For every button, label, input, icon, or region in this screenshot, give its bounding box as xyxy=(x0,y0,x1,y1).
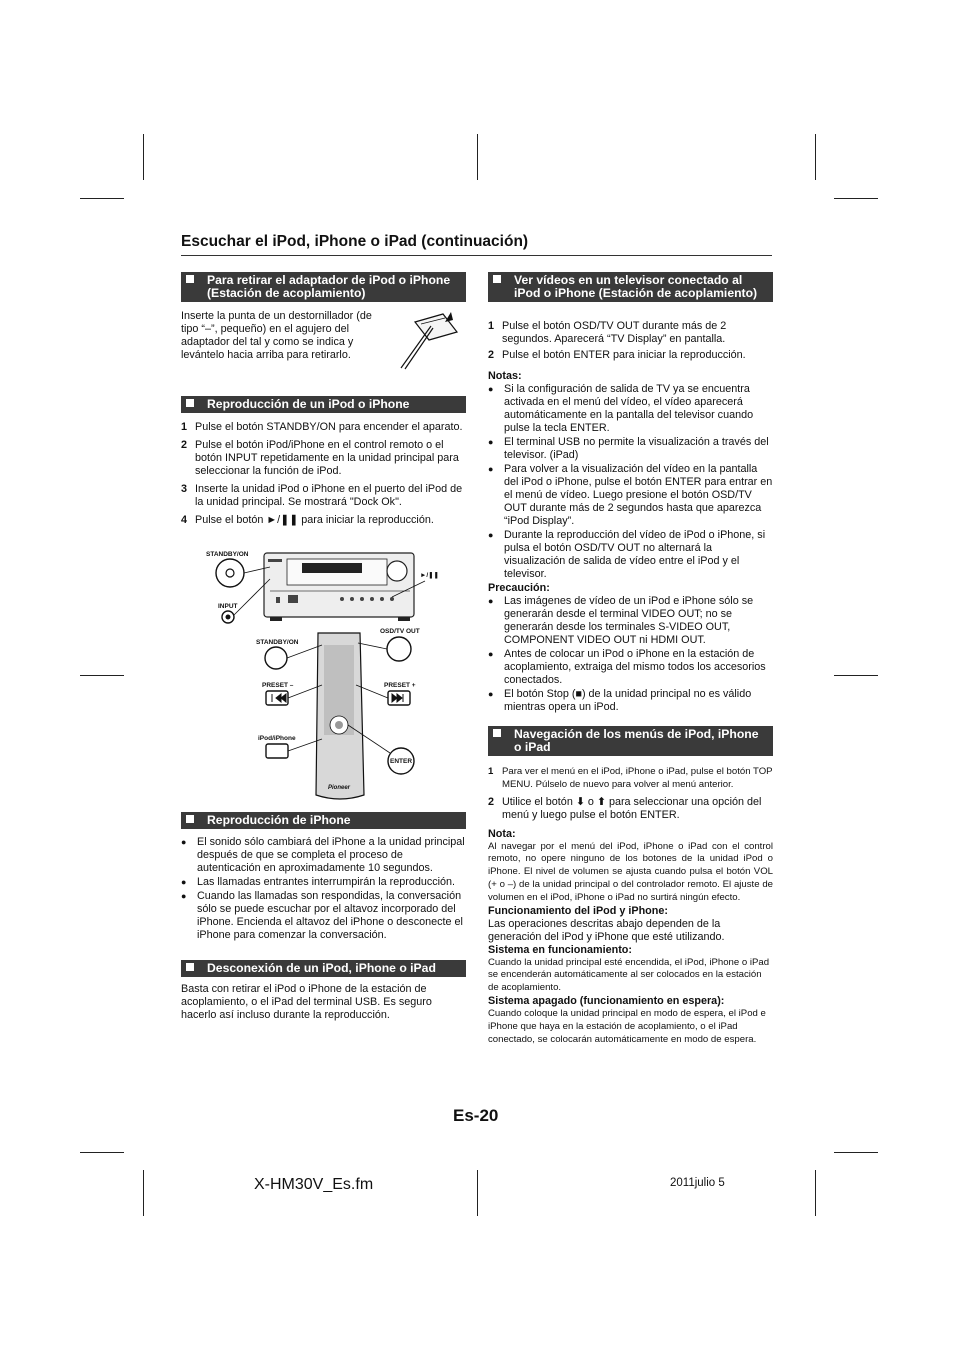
heading-line: Navegación de los menús de iPod, iPhone xyxy=(514,727,759,741)
list-item xyxy=(488,463,773,528)
bullet-text: Para volver a la visualización del vídeo en la pantalla del iPod o iPhone, pulse el botón ENTER para entrar en el menú de vídeo. Luego presione el botón OSD/TV OUT durante más de 2 segundos hasta que aparezca “iPod Display”. xyxy=(504,463,773,527)
crop-mark xyxy=(80,198,124,199)
bullet-text: Antes de colocar un iPod o iPhone en la estación de acoplamiento, extraiga del mismo todos los accesorios conectados. xyxy=(504,648,766,686)
step-number: 4 xyxy=(181,514,188,526)
text-line: levántelo hacia arriba para retirarlo. xyxy=(181,349,351,361)
square-bullet-icon xyxy=(186,815,194,823)
off-text: Cuando coloque la unidad principal en modo de espera, el iPod e iPhone que haya en la estación de acoplamiento, o el iPad conectado, se colocarán automáticamente en modo de espera. xyxy=(488,1007,766,1045)
bullet-text: El botón Stop (■) de la unidad principal no es válido mientras opera un iPod. xyxy=(504,688,752,713)
step-number: 1 xyxy=(181,421,188,433)
crop-mark xyxy=(834,675,878,676)
list-item xyxy=(488,648,773,687)
list-item xyxy=(488,529,773,581)
bullet-icon: ● xyxy=(488,596,494,606)
section-heading-iphone-playback xyxy=(181,812,466,829)
text-line: tipo “–”, pequeño) en el agujero del xyxy=(181,323,350,335)
func-label: Funcionamiento del iPod y iPhone: xyxy=(488,904,668,917)
crop-mark xyxy=(834,1152,878,1153)
left-column xyxy=(181,272,466,532)
osd-tv-out-label: OSD/TV OUT xyxy=(380,628,420,635)
square-bullet-icon xyxy=(493,275,501,283)
bullet-icon: ● xyxy=(488,530,494,540)
crop-mark xyxy=(80,675,124,676)
bullet-text: Las llamadas entrantes interrumpirán la reproducción. xyxy=(197,876,456,888)
bullet-text: Durante la reproducción del vídeo de iPod o iPhone, si pulsa el botón OSD/TV OUT no alternará la visualización de salida de vídeo entre el iPod y el televisor. xyxy=(504,529,766,580)
heading-line: Ver vídeos en un televisor conectado al xyxy=(514,273,743,287)
tv-video-steps xyxy=(488,320,773,362)
section-heading-ipod-playback xyxy=(181,396,466,413)
step-text: Inserte la unidad iPod o iPhone en el puerto del iPod de la unidad principal. Se mostrará "Dock Ok". xyxy=(195,483,463,508)
play-pause-label: ►/❚❚ xyxy=(420,572,440,579)
pioneer-logo: Pioneer xyxy=(328,785,351,791)
step-text: Pulse el botón ENTER para iniciar la reproducción. xyxy=(502,349,746,361)
step-number: 2 xyxy=(488,795,495,808)
iphone-playback-bullets xyxy=(181,836,466,942)
step-number: 1 xyxy=(488,320,495,332)
square-bullet-icon xyxy=(186,963,194,971)
notes-label: Notas: xyxy=(488,370,522,382)
step-text: Pulse el botón OSD/TV OUT durante más de 2 segundos. Aparecerá “TV Display” en pantalla. xyxy=(502,320,727,345)
on-text: Cuando la unidad principal esté encendida, el iPod, iPhone o iPad se encenderán automáticamente al ser colocados en la estación de acoplamiento. xyxy=(488,956,770,994)
crop-mark xyxy=(477,134,478,180)
step-number: 3 xyxy=(181,483,188,495)
bullet-icon: ● xyxy=(181,877,187,887)
nota-text: Al navegar por el menú del iPod, iPhone o iPad con el control remoto, no opere ninguno de los botones de la unidad iPod o iPhone. El nivel de volumen se ajusta cuando pulsa el botón VOL (+ o –) de la unidad principal o del controlador remoto. El ajuste de volumen en el iPod, iPhone o iPad no surtirá ningún efecto. xyxy=(488,840,773,903)
bullet-icon: ● xyxy=(488,384,494,394)
page-number: Es-20 xyxy=(453,1106,499,1125)
crop-mark xyxy=(143,1170,144,1216)
step-number: 2 xyxy=(488,349,495,361)
caution-label: Precaución: xyxy=(488,582,550,594)
crop-mark xyxy=(815,134,816,180)
step-text: Pulse el botón ►/❚❚ para iniciar la reproducción. xyxy=(195,514,434,526)
ipod-playback-steps xyxy=(181,421,466,527)
remove-adapter-block xyxy=(181,310,466,380)
preset-minus-label: PRESET – xyxy=(262,682,294,689)
heading-line: Para retirar el adaptador de iPod o iPhone xyxy=(207,273,451,287)
func-text: Las operaciones descritas abajo dependen de la generación del iPod y iPhone que esté utilizando. xyxy=(488,917,725,943)
text-line: Inserte la punta de un destornillador (de xyxy=(181,310,372,322)
list-item xyxy=(181,890,466,942)
left-column-lower xyxy=(181,812,466,1022)
menu-navigation-steps xyxy=(488,766,773,822)
square-bullet-icon xyxy=(493,729,501,737)
text-line: adaptador del tal y como se indica y xyxy=(181,336,354,348)
screwdriver-illustration xyxy=(395,310,465,372)
list-item xyxy=(488,436,773,462)
remove-adapter-text xyxy=(181,310,386,362)
list-item xyxy=(488,349,773,362)
square-bullet-icon xyxy=(186,399,194,407)
bullet-icon: ● xyxy=(181,837,187,847)
notes-list xyxy=(488,383,773,581)
step-text-part: para seleccionar una opción del menú y luego pulse el botón ENTER. xyxy=(502,795,762,821)
square-bullet-icon xyxy=(186,275,194,283)
standby-label: STANDBY/ON xyxy=(206,551,249,558)
bullet-text: Si la configuración de salida de TV ya se encuentra activada en el menú del vídeo, el vídeo aparecerá automáticamente en la pantalla del televisor cuando pulse la tecla ENTER. xyxy=(504,383,754,434)
heading-line: iPod o iPhone (Estación de acoplamiento) xyxy=(514,286,758,300)
nota-label: Nota: xyxy=(488,827,516,840)
list-item xyxy=(488,320,773,346)
crop-mark xyxy=(80,1152,124,1153)
off-label: Sistema apagado (funcionamiento en espera): xyxy=(488,994,725,1007)
heading-text: Desconexión de un iPod, iPhone o iPad xyxy=(207,961,436,975)
list-item xyxy=(181,421,466,434)
list-item xyxy=(488,688,773,714)
step-text: Pulse el botón iPod/iPhone en el control remoto o el botón INPUT repetidamente en la unidad principal para seleccionar la función de iPod. xyxy=(195,439,459,477)
preset-plus-label: PRESET + xyxy=(384,682,416,689)
arrow-down-icon: ⬇ xyxy=(575,795,585,808)
list-item xyxy=(488,595,773,647)
bullet-text: Cuando las llamadas son respondidas, la conversación sólo se puede escuchar por el altavoz incorporado del iPhone. Encienda el altavoz del iPhone o desconecte el iPhone para comenzar la conversación. xyxy=(197,890,463,941)
bullet-icon: ● xyxy=(488,437,494,447)
list-item xyxy=(181,483,466,509)
bullet-text: El sonido sólo cambiará del iPhone a la unidad principal después de que se completa el proceso de autenticación en aproximadamente 10 segundos. xyxy=(197,836,465,874)
section-heading-remove-adapter xyxy=(181,272,466,302)
step-text-part: o xyxy=(587,795,594,808)
step-text xyxy=(502,796,773,822)
print-date: 2011julio 5 xyxy=(670,1177,725,1189)
step-text-part: Utilice el botón xyxy=(502,795,573,808)
step-number: 2 xyxy=(181,439,188,451)
ipod-iphone-label: iPod/iPhone xyxy=(258,735,296,742)
list-item xyxy=(488,796,773,822)
heading-text: Reproducción de iPhone xyxy=(207,813,351,827)
step-text: Para ver el menú en el iPod, iPhone o iPad, pulse el botón TOP MENU. Púlselo de nuevo para volver al menú anterior. xyxy=(502,766,773,790)
heading-line: (Estación de acoplamiento) xyxy=(207,286,366,300)
input-label: INPUT xyxy=(218,603,238,610)
list-item xyxy=(488,766,773,792)
bullet-text: El terminal USB no permite la visualización a través del televisor. (iPad) xyxy=(504,436,769,461)
section-heading-tv-video xyxy=(488,272,773,302)
crop-mark xyxy=(477,1170,478,1216)
list-item xyxy=(181,439,466,478)
crop-mark xyxy=(834,198,878,199)
section-heading-disconnect xyxy=(181,960,466,977)
heading-line: o iPad xyxy=(514,740,551,754)
bullet-icon: ● xyxy=(488,689,494,699)
arrow-up-icon: ⬆ xyxy=(596,795,606,808)
heading-text: Reproducción de un iPod o iPhone xyxy=(207,397,410,411)
bullet-icon: ● xyxy=(488,649,494,659)
file-name: X-HM30V_Es.fm xyxy=(254,1176,374,1193)
step-text: Pulse el botón STANDBY/ON para encender el aparato. xyxy=(195,421,463,433)
right-column xyxy=(488,272,773,1046)
on-label: Sistema en funcionamiento: xyxy=(488,943,632,956)
enter-label: ENTER xyxy=(390,758,413,765)
standby-remote-label: STANDBY/ON xyxy=(256,639,299,646)
list-item xyxy=(181,876,466,889)
caution-list xyxy=(488,595,773,714)
list-item xyxy=(181,514,466,527)
bullet-icon: ● xyxy=(488,464,494,474)
crop-mark xyxy=(143,134,144,180)
disconnect-text: Basta con retirar el iPod o iPhone de la estación de acoplamiento, o el iPad del terminal USB. Es seguro hacerlo así incluso durante la reproducción. xyxy=(181,983,432,1021)
device-remote-figure xyxy=(200,545,440,803)
section-heading-menu-navigation xyxy=(488,726,773,756)
list-item xyxy=(181,836,466,875)
bullet-icon: ● xyxy=(181,891,187,901)
bullet-text: Las imágenes de vídeo de un iPod e iPhone sólo se generarán desde el terminal VIDEO OUT; no se generarán desde los terminales S-VIDEO OUT, COMPONENT VIDEO OUT ni HDMI OUT. xyxy=(504,595,754,646)
crop-mark xyxy=(815,1170,816,1216)
step-number: 1 xyxy=(488,766,494,777)
list-item xyxy=(488,383,773,435)
page-title: Escuchar el iPod, iPhone o iPad (continuación) xyxy=(181,233,772,256)
